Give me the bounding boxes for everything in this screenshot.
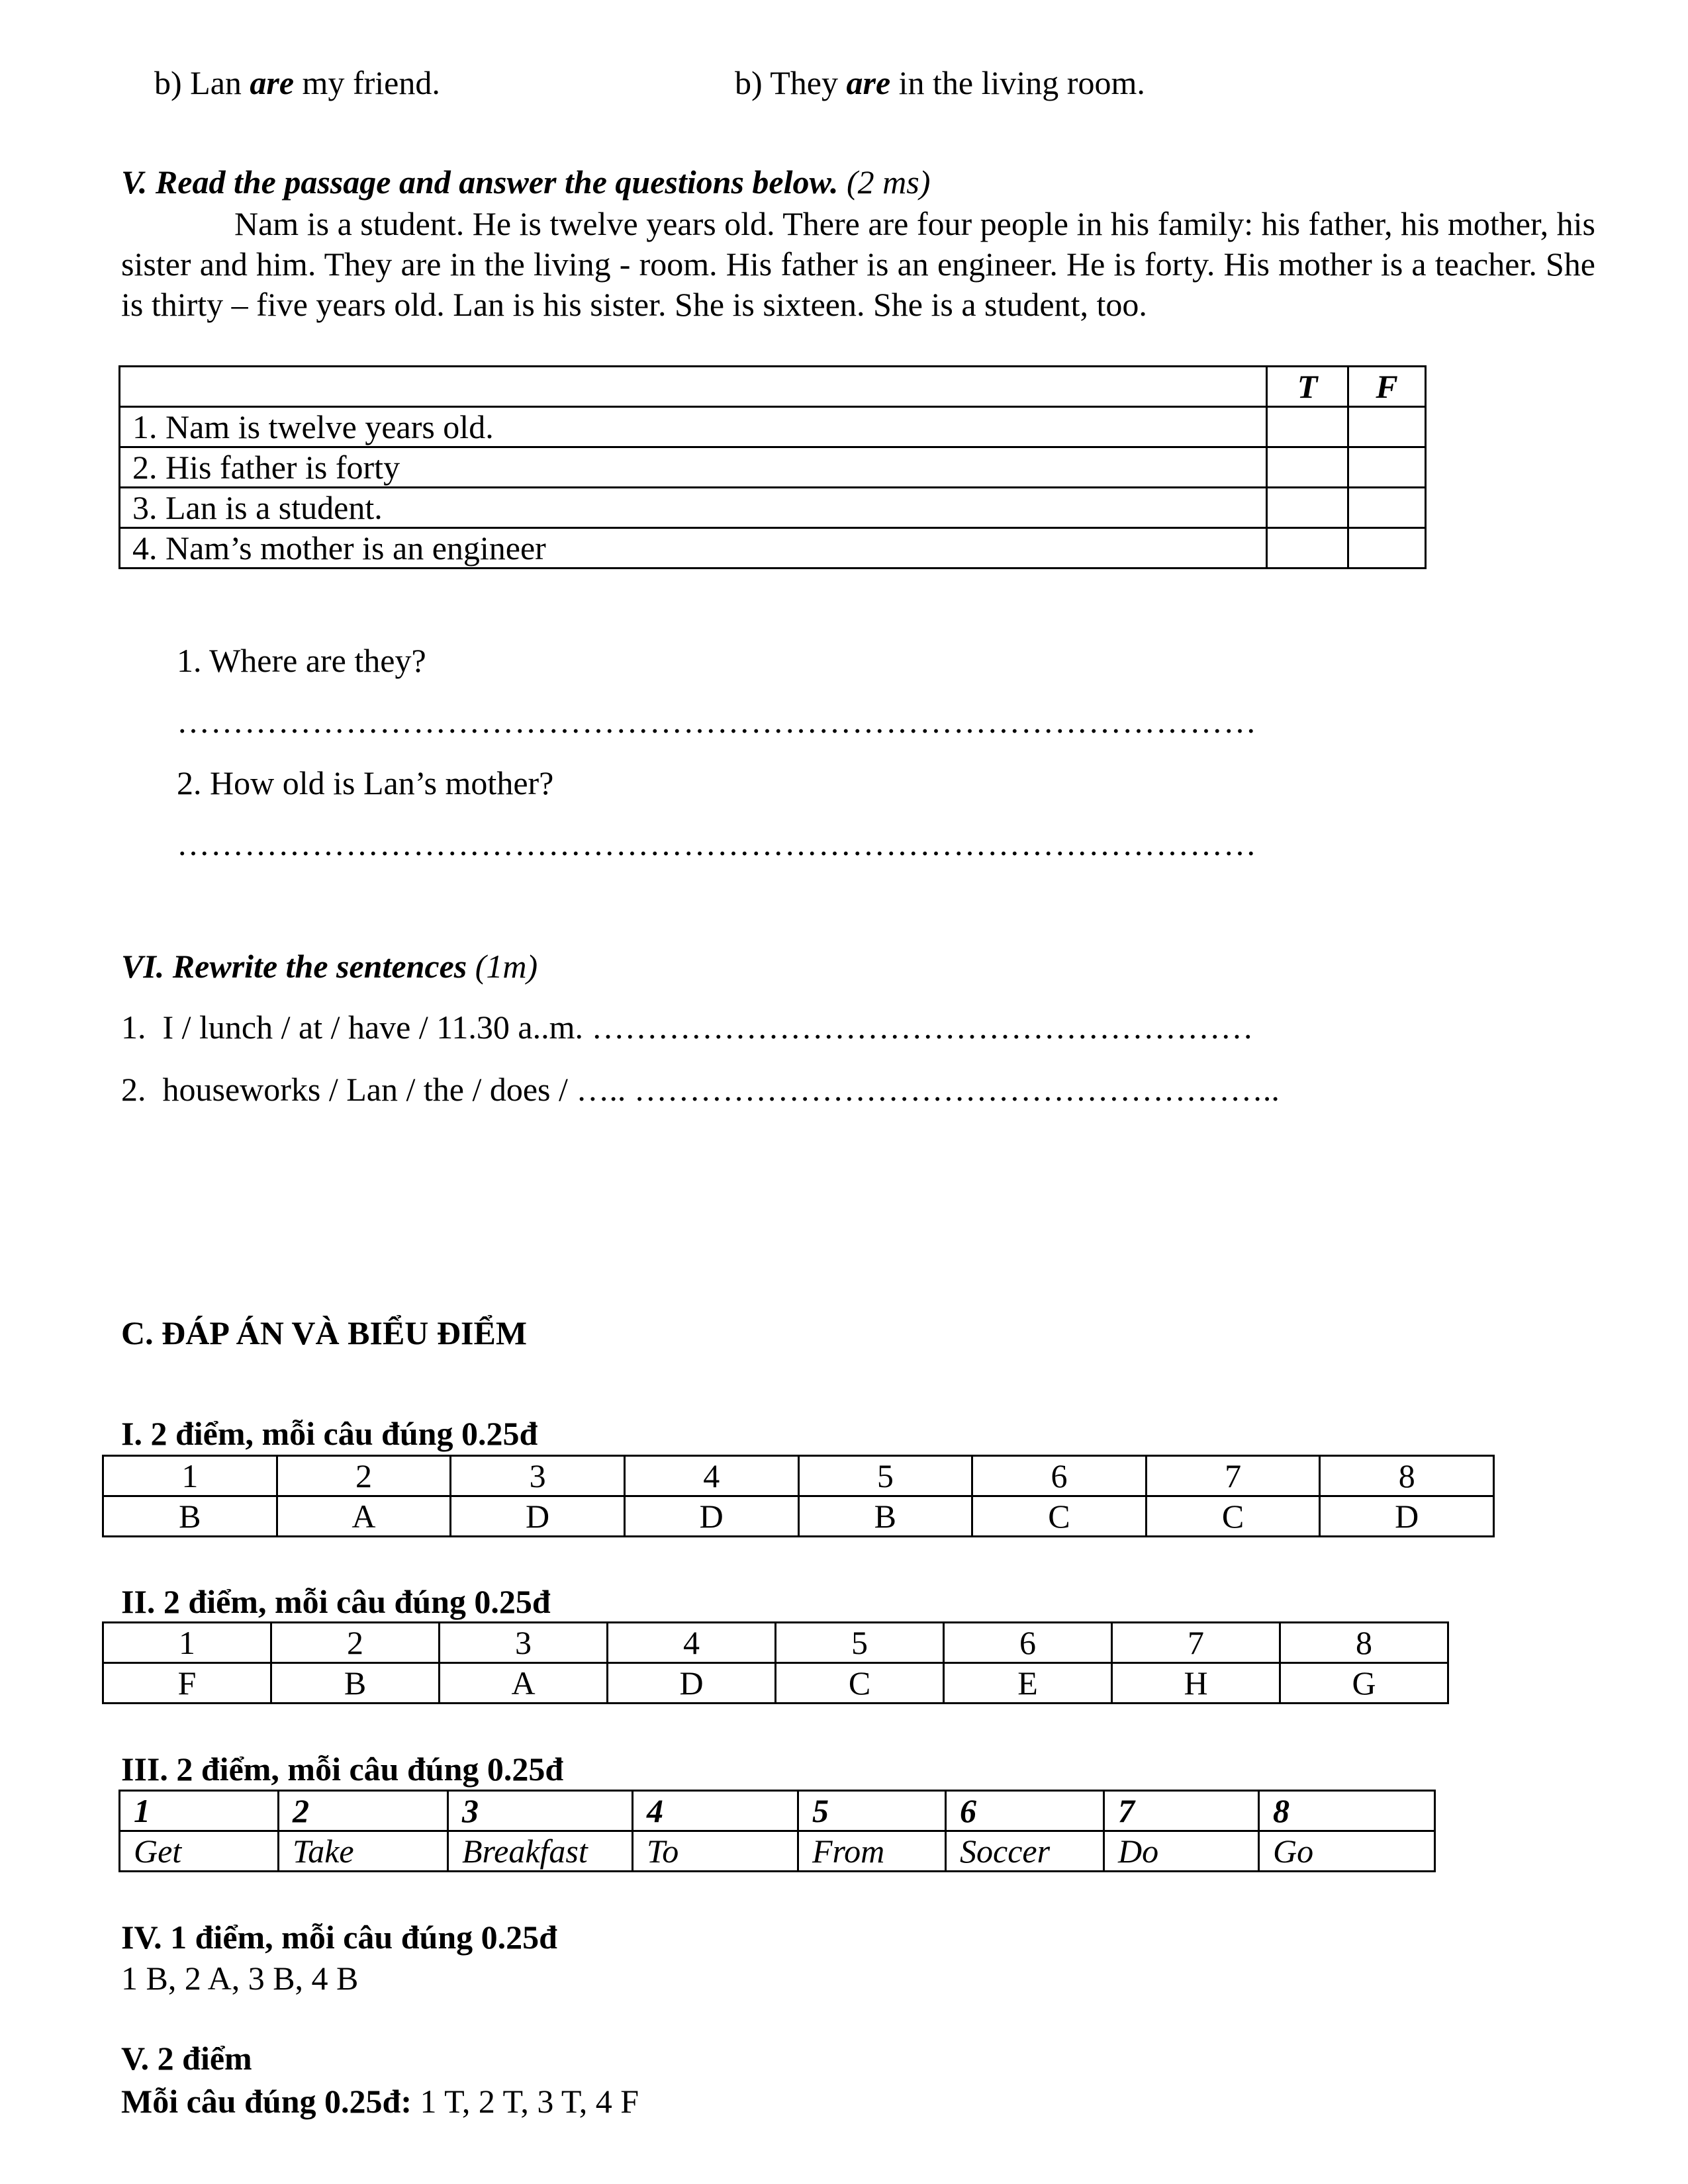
answer-cell: B [271, 1663, 440, 1704]
answer-cell: C [776, 1663, 944, 1704]
number-cell: 3 [440, 1623, 608, 1663]
part2-table [102, 1621, 1449, 1704]
statement: 4. Nam’s mother is an engineer [120, 528, 1267, 569]
text: houseworks / Lan / the / does / ….. ………………………………………………….. [162, 1071, 1280, 1108]
heading-text: V. Read the passage and answer the questions below. [121, 163, 839, 201]
answer-cell: B [798, 1496, 972, 1537]
answer-line-2[interactable]: …………………………………………………………………………………… [177, 825, 1257, 862]
answer-cell: Go [1259, 1831, 1435, 1872]
text: b) Lan [154, 64, 250, 101]
answers: 1 T, 2 T, 3 T, 4 F [411, 2083, 639, 2120]
passage [121, 204, 1595, 325]
number-cell: 4 [633, 1791, 798, 1831]
number-cell: 4 [624, 1456, 798, 1496]
part4-answers: 1 B, 2 A, 3 B, 4 B [121, 1960, 359, 1997]
f-cell[interactable] [1348, 528, 1426, 569]
answer-row [103, 1663, 1448, 1704]
answer-cell: Soccer [946, 1831, 1104, 1872]
num: 1. [121, 1009, 146, 1046]
f-cell[interactable] [1348, 407, 1426, 447]
question-2: 2. How old is Lan’s mother? [177, 764, 554, 801]
header-f: F [1348, 367, 1426, 407]
number-cell: 1 [120, 1791, 279, 1831]
number-cell: 7 [1146, 1456, 1320, 1496]
answer-cell: B [103, 1496, 277, 1537]
table-row [120, 488, 1426, 528]
text: my friend. [294, 64, 440, 101]
question-1: 1. Where are they? [177, 642, 426, 679]
header-cell [120, 367, 1267, 407]
header-t: T [1267, 367, 1348, 407]
section-v-heading [121, 162, 930, 202]
text: in the living room. [890, 64, 1145, 101]
f-cell[interactable] [1348, 447, 1426, 488]
number-cell: 8 [1259, 1791, 1435, 1831]
true-false-table [118, 365, 1427, 569]
answer-cell: Breakfast [448, 1831, 633, 1872]
part5-line [121, 2081, 639, 2121]
text: I / lunch / at / have / 11.30 a..m. …………………………………………………… [162, 1009, 1254, 1046]
heading-text: VI. Rewrite the sentences [121, 948, 467, 985]
answer-cell: Get [120, 1831, 279, 1872]
section-vi-heading [121, 946, 538, 986]
answer-cell: A [440, 1663, 608, 1704]
number-cell: 4 [608, 1623, 776, 1663]
answer-row [103, 1496, 1494, 1537]
verb: are [846, 64, 891, 101]
t-cell[interactable] [1267, 407, 1348, 447]
answer-cell: H [1112, 1663, 1280, 1704]
answer-line-1[interactable]: …………………………………………………………………………………… [177, 703, 1257, 740]
prev-item-b-right [735, 63, 1145, 103]
number-cell: 8 [1320, 1456, 1494, 1496]
part3-table [118, 1790, 1436, 1872]
number-cell: 6 [944, 1623, 1112, 1663]
prev-item-b-left [154, 63, 440, 103]
t-cell[interactable] [1267, 488, 1348, 528]
part4-heading: IV. 1 điểm, mỗi câu đúng 0.25đ [121, 1919, 557, 1956]
part3-heading: III. 2 điểm, mỗi câu đúng 0.25đ [121, 1751, 564, 1788]
answer-cell: D [1320, 1496, 1494, 1537]
answer-cell: C [1146, 1496, 1320, 1537]
rewrite-item-1[interactable] [121, 1007, 1352, 1047]
table-header-row [120, 367, 1426, 407]
number-row [103, 1623, 1448, 1663]
t-cell[interactable] [1267, 447, 1348, 488]
number-cell: 6 [972, 1456, 1147, 1496]
t-cell[interactable] [1267, 528, 1348, 569]
label: Mỗi câu đúng 0.25đ: [121, 2083, 412, 2120]
answer-cell: F [103, 1663, 271, 1704]
part1-table [102, 1455, 1495, 1537]
number-cell: 5 [798, 1791, 946, 1831]
number-cell: 5 [798, 1456, 972, 1496]
answer-cell: From [798, 1831, 946, 1872]
part1-heading: I. 2 điểm, mỗi câu đúng 0.25đ [121, 1415, 538, 1452]
number-cell: 1 [103, 1456, 277, 1496]
statement: 3. Lan is a student. [120, 488, 1267, 528]
answer-cell: D [624, 1496, 798, 1537]
marks: (1m) [475, 948, 538, 985]
marks: (2 ms) [847, 163, 931, 201]
part5-heading: V. 2 điểm [121, 2040, 252, 2077]
f-cell[interactable] [1348, 488, 1426, 528]
part2-heading: II. 2 điểm, mỗi câu đúng 0.25đ [121, 1583, 551, 1620]
answer-cell: G [1280, 1663, 1448, 1704]
number-cell: 2 [277, 1456, 451, 1496]
answer-cell: Take [279, 1831, 448, 1872]
number-cell: 2 [271, 1623, 440, 1663]
answer-cell: A [277, 1496, 451, 1537]
answer-cell: Do [1104, 1831, 1259, 1872]
answer-cell: To [633, 1831, 798, 1872]
number-cell: 7 [1104, 1791, 1259, 1831]
number-cell: 1 [103, 1623, 271, 1663]
answer-cell: E [944, 1663, 1112, 1704]
number-cell: 6 [946, 1791, 1104, 1831]
answer-key-title: C. ĐÁP ÁN VÀ BIỂU ĐIỂM [121, 1314, 528, 1351]
answer-cell: D [451, 1496, 625, 1537]
table-row [120, 528, 1426, 569]
verb: are [250, 64, 295, 101]
number-cell: 2 [279, 1791, 448, 1831]
table-row [120, 447, 1426, 488]
number-cell: 8 [1280, 1623, 1448, 1663]
answer-cell: C [972, 1496, 1147, 1537]
number-cell: 5 [776, 1623, 944, 1663]
num: 2. [121, 1071, 146, 1108]
number-cell: 3 [451, 1456, 625, 1496]
number-row [103, 1456, 1494, 1496]
statement: 1. Nam is twelve years old. [120, 407, 1267, 447]
table-row [120, 407, 1426, 447]
number-row [120, 1791, 1435, 1831]
text: b) They [735, 64, 847, 101]
passage-text: Nam is a student. He is twelve years old. There are four people in his family: his father, his mother, his sister and him. They are in the living - room. His father is an engineer. He is forty. His mother is a teacher. She is thirty – five years old. Lan is his sister. She is sixteen. She is a student, too. [121, 205, 1595, 323]
number-cell: 7 [1112, 1623, 1280, 1663]
rewrite-item-2[interactable] [121, 1069, 1352, 1109]
number-cell: 3 [448, 1791, 633, 1831]
answer-cell: D [608, 1663, 776, 1704]
answer-row [120, 1831, 1435, 1872]
statement: 2. His father is forty [120, 447, 1267, 488]
